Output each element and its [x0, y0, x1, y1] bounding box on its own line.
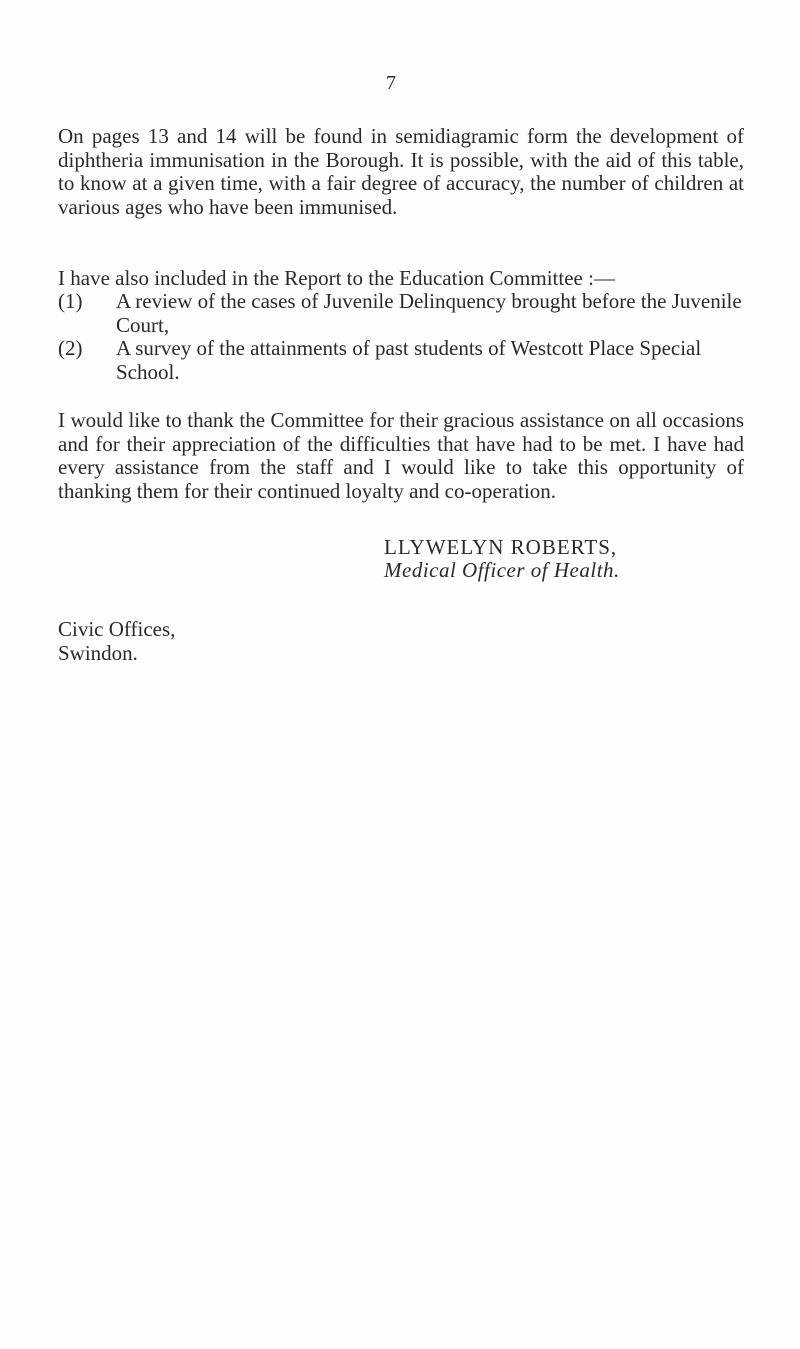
- paragraph-immunisation: On pages 13 and 14 will be found in semidiagramic form the development of diphtheria immunisation in the Borough. It is possible, with the aid of this table, to know at a given time, with a fair degree of accuracy, the number of children at various ages who have been immunised.: [58, 124, 744, 219]
- page-number: 7: [386, 72, 396, 94]
- report-items-list: [58, 290, 744, 384]
- signature-name: LLYWELYN ROBERTS,: [384, 535, 618, 559]
- list-item: [58, 337, 744, 384]
- paragraph-report-intro: I have also included in the Report to the Education Committee :—: [58, 266, 615, 290]
- list-item-text: A review of the cases of Juvenile Delinquency brought before the Juvenile Court,: [116, 289, 742, 337]
- list-marker: (2): [58, 336, 83, 360]
- signature-title: Medical Officer of Health.: [384, 558, 620, 582]
- address-line: Civic Offices,: [58, 617, 176, 641]
- list-item-text: A survey of the attainments of past students of Westcott Place Special School.: [116, 336, 702, 384]
- list-marker: (1): [58, 289, 83, 313]
- paragraph-thanks: I would like to thank the Committee for their gracious assistance on all occasions and for their appreciation of the difficulties that have had to be met. I have had every assistance from the staff and I would like to take this opportunity of thanking them for their continued loyalty and co-operation.: [58, 408, 744, 503]
- list-item: [58, 290, 744, 337]
- address-block: [58, 618, 175, 665]
- address-line: Swindon.: [58, 640, 138, 665]
